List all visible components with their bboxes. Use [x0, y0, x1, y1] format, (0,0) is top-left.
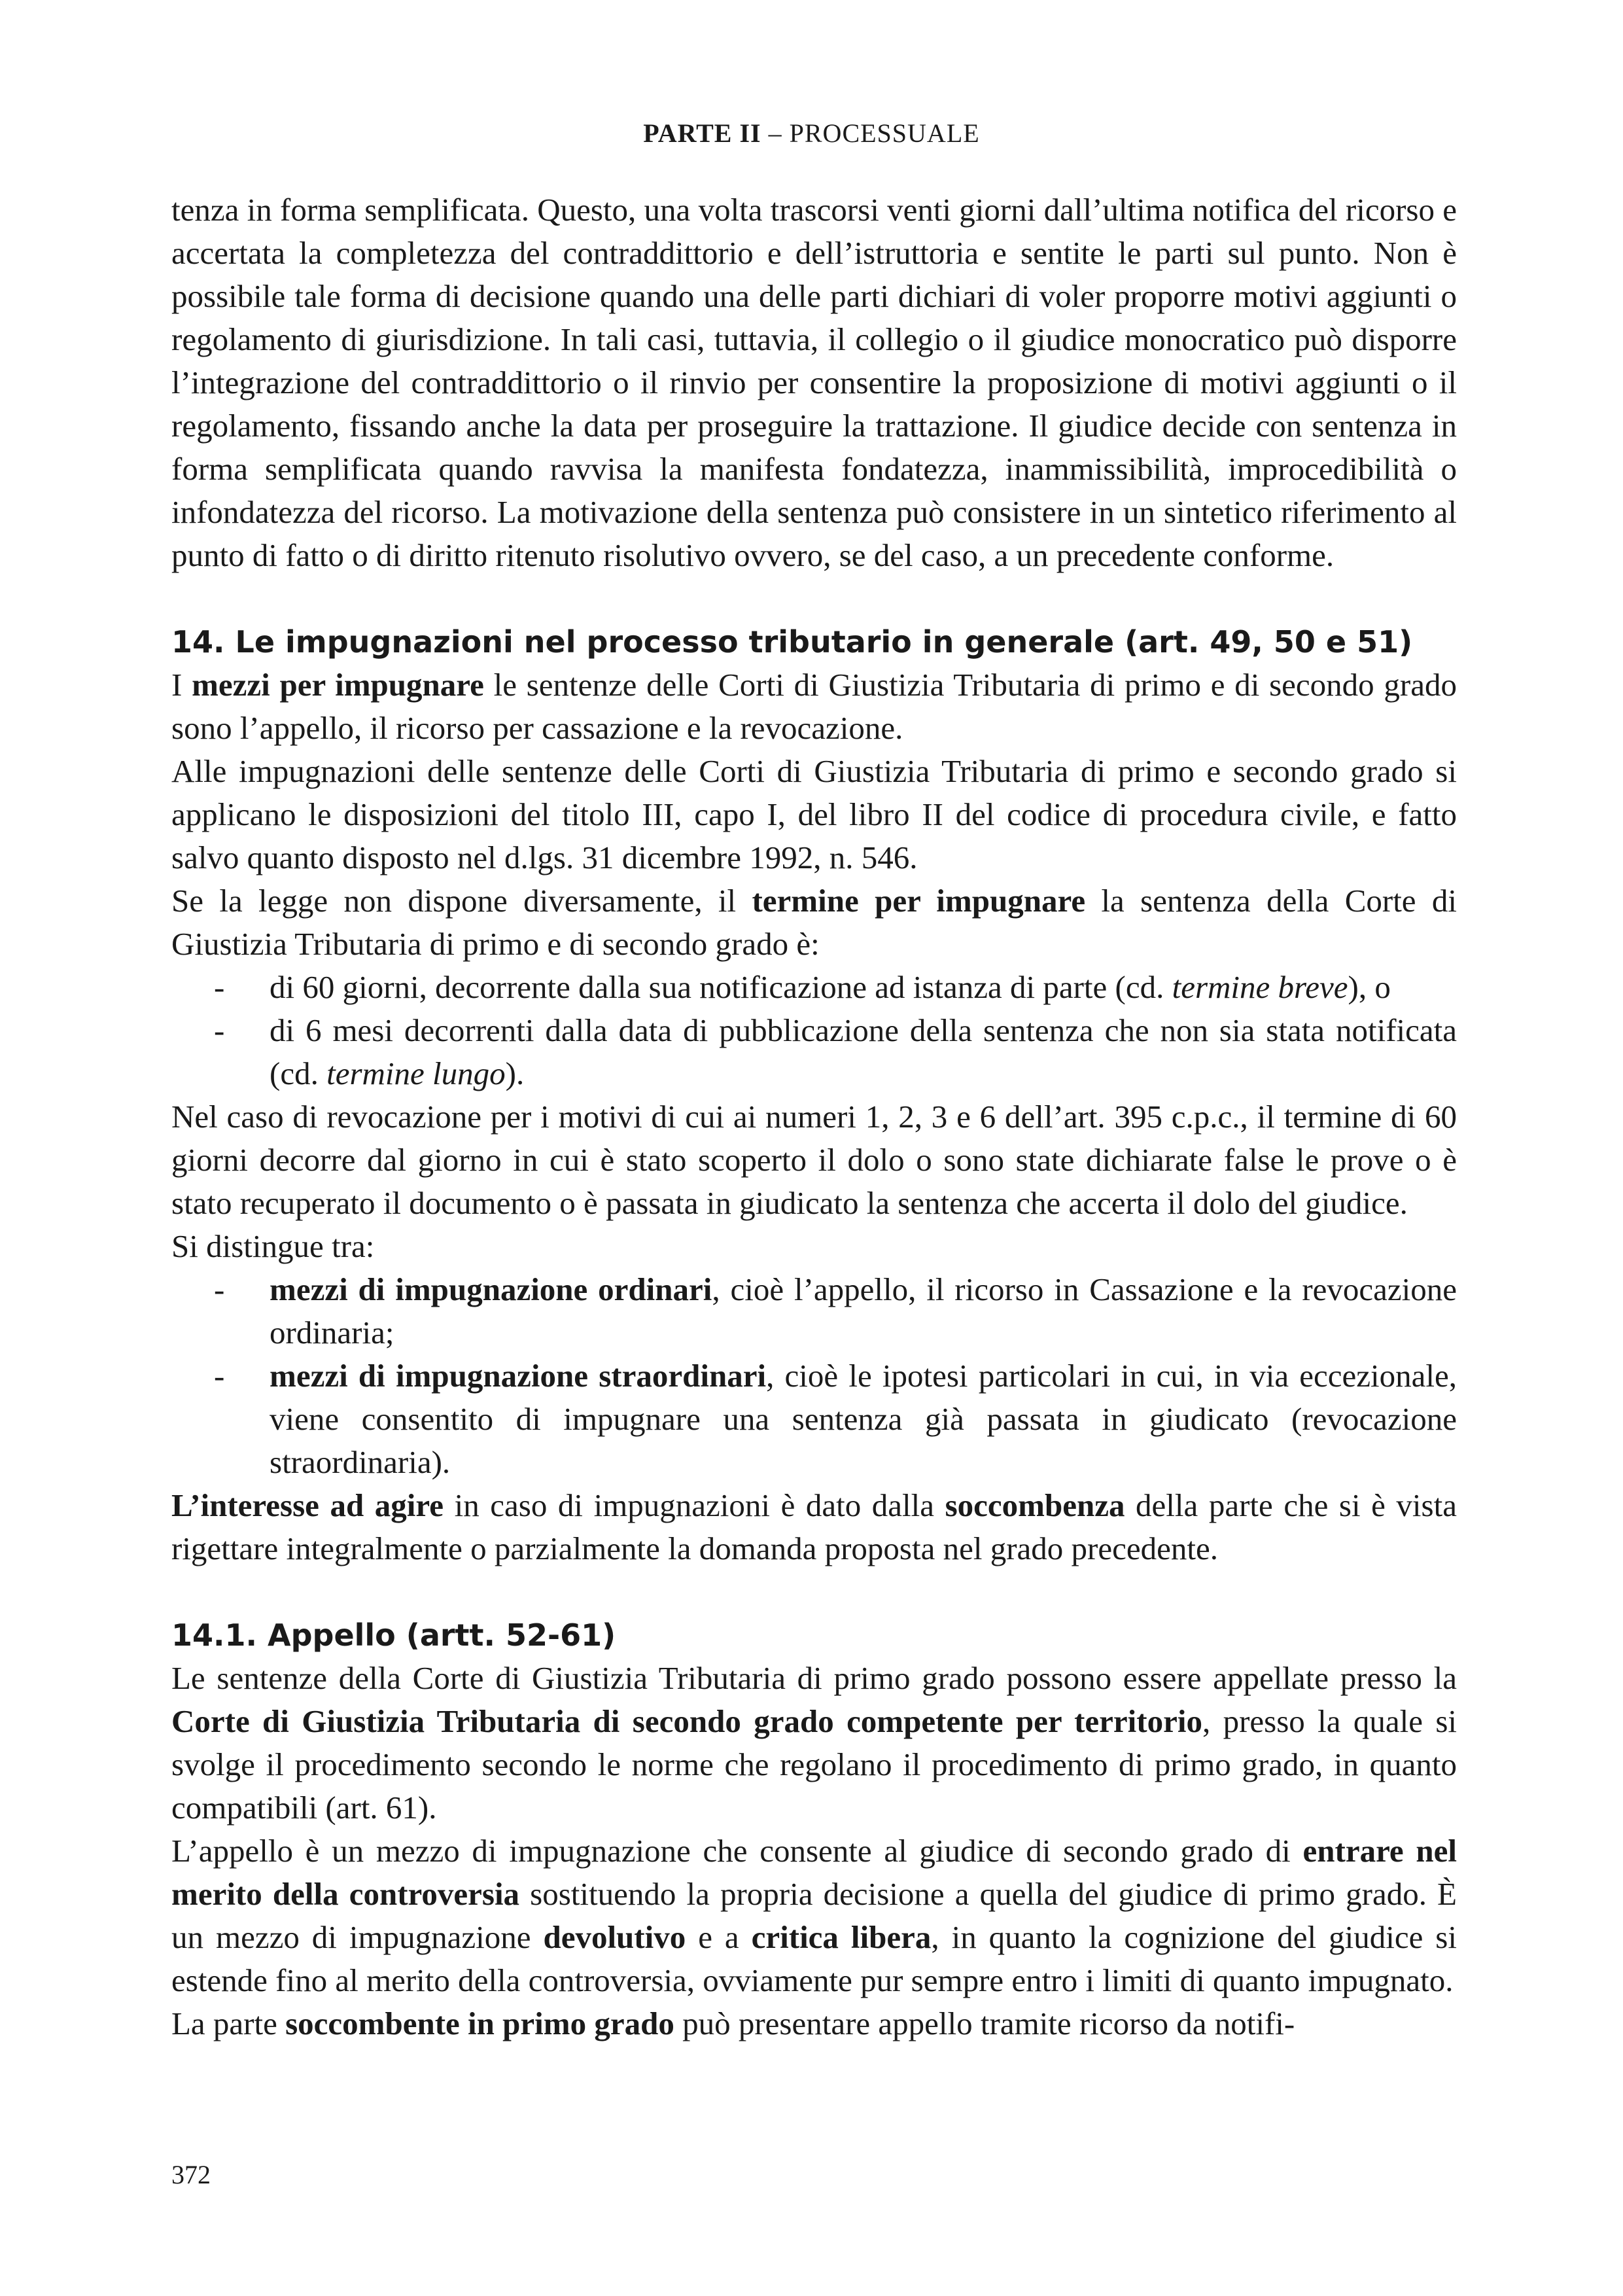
bold-term: Corte di Giustizia Tributaria di secondo grado competente per territorio — [171, 1703, 1202, 1739]
text-run: L’appello è un mezzo di impugnazione che consente al giudice di secondo grado di — [171, 1833, 1303, 1869]
italic-term: termine lungo — [326, 1055, 506, 1091]
list-item — [171, 1354, 1457, 1484]
bold-term: L’interesse ad agire — [171, 1487, 444, 1523]
text-run: sostituendo la propria decisione a quella del giudice di primo grado. È un mezzo di impugnazione — [171, 1876, 1457, 1955]
section-heading-14-1: 14.1. Appello (artt. 52-61) — [171, 1617, 616, 1653]
paragraph-interesse — [171, 1484, 1457, 1570]
bold-term: entrare nel merito della controversia — [171, 1833, 1457, 1912]
text-run: di 6 mesi decorrenti dalla data di pubblicazione della sentenza che non sia stata notificata (cd. — [270, 1012, 1457, 1091]
paragraph-mezzi — [171, 663, 1457, 750]
paragraph-distingue: Si distingue tra: — [171, 1228, 375, 1264]
running-header-title: – PROCESSUALE — [761, 118, 980, 148]
bold-term: mezzi di impugnazione ordinari — [270, 1271, 712, 1307]
bold-term: mezzi di impugnazione straordinari — [270, 1358, 767, 1394]
bold-term: critica libera — [751, 1919, 932, 1955]
text-run: della parte che si è vista rigettare integralmente o parzialmente la domanda proposta nel grado precedente. — [171, 1487, 1457, 1566]
bold-term: devolutivo — [543, 1919, 686, 1955]
text-run: ), o — [1348, 969, 1391, 1005]
bold-term: termine per impugnare — [752, 883, 1086, 919]
page-number: 372 — [171, 2160, 211, 2189]
text-run: I — [171, 667, 192, 703]
text-run: può presentare appello tramite ricorso da notifi- — [674, 2005, 1295, 2041]
text-run: di 60 giorni, decorrente dalla sua notificazione ad istanza di parte (cd. — [270, 969, 1172, 1005]
paragraph-soccombente — [171, 2002, 1457, 2045]
section-heading-14: 14. Le impugnazioni nel processo tributario in generale (art. 49, 50 e 51) — [171, 624, 1413, 660]
text-run: , presso la quale si svolge il procedimento secondo le norme che regolano il procedimento di primo grado, in quanto compatibili (art. 61). — [171, 1703, 1457, 1826]
text-run: e a — [686, 1919, 752, 1955]
bold-term: mezzi per impugnare — [192, 667, 484, 703]
running-header — [0, 118, 1623, 149]
paragraph-revocazione: Nel caso di revocazione per i motivi di cui ai numeri 1, 2, 3 e 6 dell’art. 395 c.p.c., il termine di 60 giorni decorre dal giorno in cui è stato scoperto il dolo o sono state dichiarate false le prove o è stato recuperato il documento o è passata in giudicato la sentenza che accerta il dolo del giudice. — [171, 1099, 1457, 1221]
paragraph-termine — [171, 879, 1457, 966]
text-run: in caso di impugnazioni è dato dalla — [444, 1487, 945, 1523]
text-run: La parte — [171, 2005, 286, 2041]
text-run: le sentenze delle Corti di Giustizia Tributaria di primo e di secondo grado sono l’appello, il ricorso per cassazione e la revocazione. — [171, 667, 1457, 746]
paragraph-merito — [171, 1829, 1457, 2002]
italic-term: termine breve — [1172, 969, 1348, 1005]
text-run: la sentenza della Corte di Giustizia Tributaria di primo e di secondo grado è: — [171, 883, 1457, 962]
section-gap — [171, 577, 1457, 620]
list-item — [171, 1009, 1457, 1095]
bold-term: soccombenza — [945, 1487, 1125, 1523]
text-run: Se la legge non dispone diversamente, il — [171, 883, 752, 919]
paragraph-disposizioni: Alle impugnazioni delle sentenze delle Corti di Giustizia Tributaria di primo e secondo grado si applicano le disposizioni del titolo III, capo I, del libro II del codice di procedura civile, e fatto salvo quanto disposto nel d.lgs. 31 dicembre 1992, n. 546. — [171, 753, 1457, 875]
list-item — [171, 966, 1457, 1009]
section-gap — [171, 1570, 1457, 1614]
terms-list — [171, 966, 1457, 1095]
means-list — [171, 1268, 1457, 1484]
intro-paragraph: tenza in forma semplificata. Questo, una volta trascorsi venti giorni dall’ultima notifica del ricorso e accertata la completezza del contraddittorio e dell’istruttoria e sentite le parti sul punto. Non è possibile tale forma di decisione quando una delle parti dichiari di voler proporre motivi aggiunti o regolamento di giurisdizione. In tali casi, tuttavia, il collegio o il giudice monocratico può disporre l’integrazione del contraddittorio o il rinvio per consentire la proposizione di motivi aggiunti o il regolamento, fissando anche la data per proseguire la trattazione. Il giudice decide con sentenza in forma semplificata quando ravvisa la manifesta fondatezza, inammissibilità, improcedibilità o infondatezza del ricorso. La motivazione della sentenza può consistere in un sintetico riferimento al punto di fatto o di diritto ritenuto risolutivo ovvero, se del caso, a un precedente conforme. — [171, 192, 1457, 573]
text-run: , cioè l’appello, il ricorso in Cassazione e la revocazione ordinaria; — [270, 1271, 1457, 1351]
text-run: , in quanto la cognizione del giudice si estende fino al merito della controversia, ovviamente pur sempre entro i limiti di quanto impugnato. — [171, 1919, 1457, 1998]
text-run: , cioè le ipotesi particolari in cui, in via eccezionale, viene consentito di impugnare una sentenza già passata in giudicato (revocazione straordinaria). — [270, 1358, 1457, 1480]
running-header-part: PARTE II — [643, 118, 761, 148]
paragraph-appellate — [171, 1657, 1457, 1829]
bold-term: soccombente in primo grado — [285, 2005, 674, 2041]
text-run: Le sentenze della Corte di Giustizia Tributaria di primo grado possono essere appellate presso la — [171, 1660, 1457, 1696]
body-text — [171, 188, 1457, 2045]
list-item — [171, 1268, 1457, 1354]
text-run: ). — [505, 1055, 525, 1091]
